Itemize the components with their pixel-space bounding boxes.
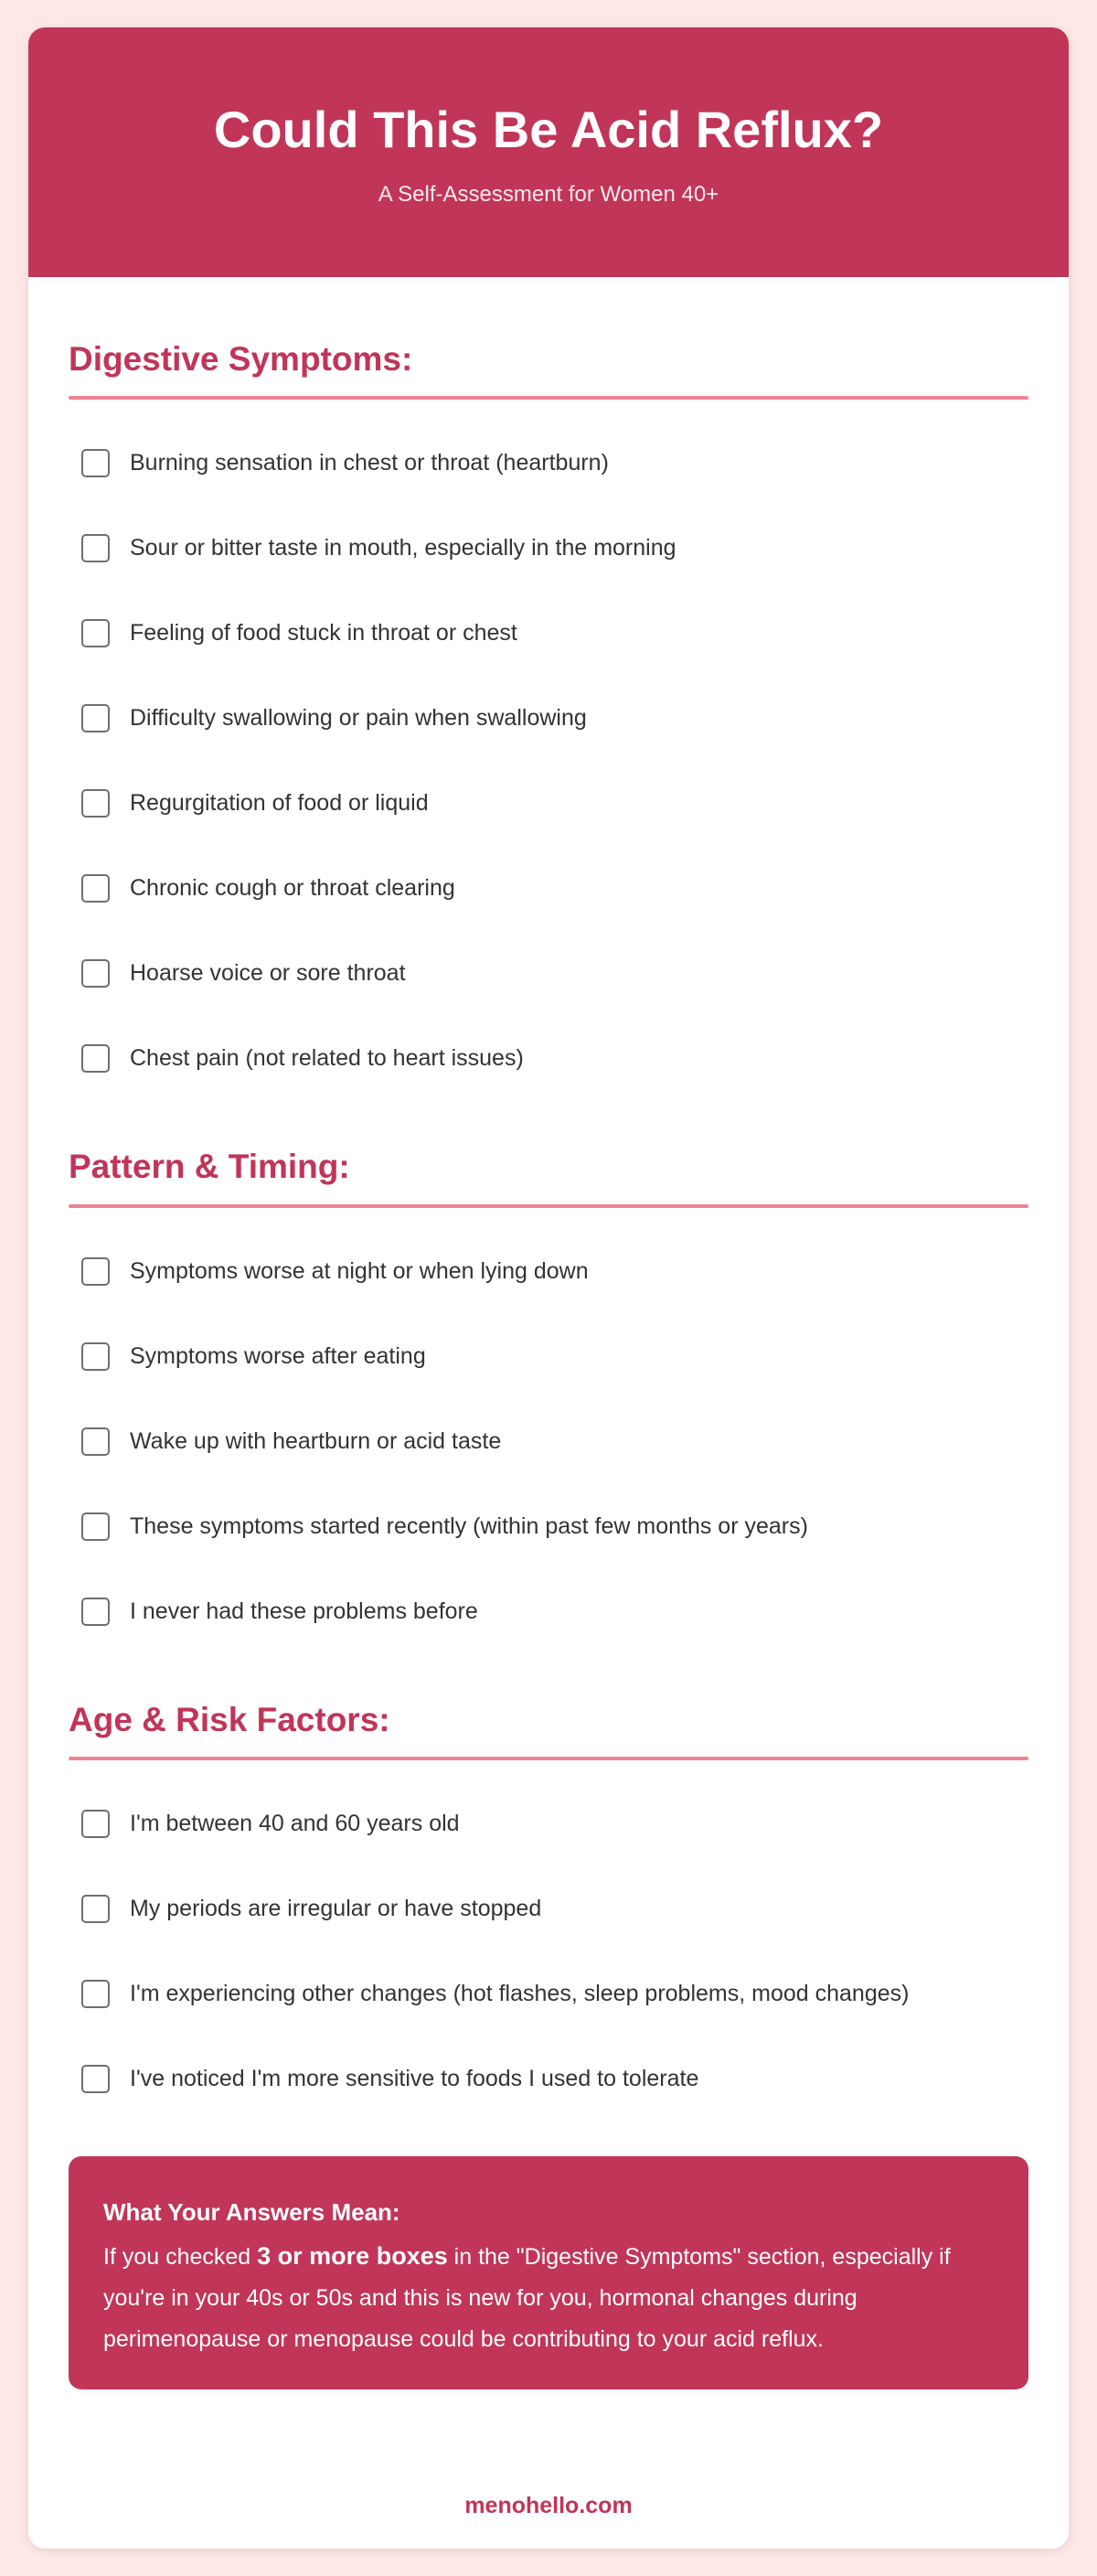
explanation-highlight: 3 or more boxes: [257, 2242, 448, 2271]
checkbox[interactable]: [81, 534, 110, 562]
checkbox[interactable]: [81, 789, 110, 818]
checklist-item-label: My periods are irregular or have stopped: [130, 1896, 542, 1922]
checklist-item[interactable]: [69, 1314, 1028, 1399]
checklist-item[interactable]: [69, 1399, 1028, 1484]
checklist-item[interactable]: [69, 1569, 1028, 1654]
checklist-item-label: Regurgitation of food or liquid: [130, 790, 429, 817]
checklist-item[interactable]: [69, 1781, 1028, 1866]
section-title: Digestive Symptoms:: [69, 340, 413, 378]
checkbox[interactable]: [81, 449, 110, 477]
checkbox[interactable]: [81, 1895, 110, 1923]
explanation-text-end: in the "Digestive Symptoms" section, especially if you're in your 40s or 50s and this is new for you, hormonal changes during perimenopause or menopause could be contributing to your acid reflux.: [103, 2244, 951, 2353]
checkbox[interactable]: [81, 1512, 110, 1541]
checkbox[interactable]: [81, 1427, 110, 1456]
checkbox[interactable]: [81, 1980, 110, 2008]
checklist-item-label: Symptoms worse after eating: [130, 1342, 426, 1369]
checklist-item[interactable]: [69, 676, 1028, 761]
header: [28, 27, 1069, 277]
checklist-item-label: Chest pain (not related to heart issues): [130, 1045, 524, 1072]
results-explanation-box: [69, 2156, 1028, 2389]
checklist-item-label: Burning sensation in chest or throat (heartburn): [130, 450, 609, 476]
checklist-item-label: These symptoms started recently (within past few months or years): [130, 1512, 808, 1539]
checklist-item-label: I'm experiencing other changes (hot flashes, sleep problems, mood changes): [130, 1981, 910, 2007]
section-title: Pattern & Timing:: [69, 1148, 350, 1186]
page-title: Could This Be Acid Reflux?: [213, 101, 884, 158]
section-digestive-symptoms: [69, 277, 1028, 1101]
checklist-item-label: I never had these problems before: [130, 1598, 478, 1624]
results-explanation-title: What Your Answers Mean:: [103, 2198, 400, 2227]
checkbox[interactable]: [81, 619, 110, 647]
checklist-item[interactable]: [69, 1951, 1028, 2036]
checklist-item-label: Wake up with heartburn or acid taste: [130, 1427, 502, 1454]
checklist: [69, 1229, 1028, 1654]
page-subtitle: A Self-Assessment for Women 40+: [378, 182, 719, 208]
checklist-item-label: I've noticed I'm more sensitive to foods I used to tolerate: [130, 2066, 699, 2092]
checkbox[interactable]: [81, 2065, 110, 2093]
checkbox[interactable]: [81, 874, 110, 903]
section-divider: [69, 1204, 1028, 1208]
checklist: [69, 421, 1028, 1101]
checklist-item[interactable]: [69, 2036, 1028, 2122]
checklist-item[interactable]: [69, 1016, 1028, 1101]
checkbox[interactable]: [81, 1810, 110, 1838]
checklist-item-label: Chronic cough or throat clearing: [130, 875, 455, 902]
section-divider: [69, 396, 1028, 400]
checkbox[interactable]: [81, 959, 110, 988]
checklist-item[interactable]: [69, 591, 1028, 676]
main-content: [28, 277, 1069, 2389]
checklist-item-label: Symptoms worse at night or when lying down: [130, 1257, 589, 1284]
checklist-item-label: Feeling of food stuck in throat or chest: [130, 620, 517, 647]
checkbox[interactable]: [81, 1257, 110, 1286]
checklist-item[interactable]: [69, 506, 1028, 591]
section-divider: [69, 1757, 1028, 1760]
checkbox[interactable]: [81, 1044, 110, 1073]
section-age-risk-factors: [69, 1654, 1028, 2122]
checklist-item-label: Difficulty swallowing or pain when swallowing: [130, 705, 587, 732]
footer-site-link[interactable]: menohello.com: [464, 2493, 633, 2518]
section-title: Age & Risk Factors:: [69, 1700, 390, 1738]
results-explanation-text: [103, 2236, 994, 2360]
checkbox[interactable]: [81, 1342, 110, 1371]
checklist-item[interactable]: [69, 421, 1028, 506]
checklist-item[interactable]: [69, 846, 1028, 931]
checklist-item[interactable]: [69, 1866, 1028, 1951]
checklist-item[interactable]: [69, 931, 1028, 1016]
checklist-item-label: Hoarse voice or sore throat: [130, 960, 406, 987]
checklist-item[interactable]: [69, 1229, 1028, 1314]
checklist-item-label: Sour or bitter taste in mouth, especially in the morning: [130, 535, 676, 561]
checklist-item[interactable]: [69, 761, 1028, 846]
checklist-item-label: I'm between 40 and 60 years old: [130, 1811, 460, 1837]
assessment-card: [28, 27, 1069, 2549]
checklist-item[interactable]: [69, 1484, 1028, 1569]
checkbox[interactable]: [81, 1598, 110, 1626]
explanation-text-start: If you checked: [103, 2244, 258, 2271]
checklist: [69, 1781, 1028, 2122]
section-pattern-timing: [69, 1101, 1028, 1653]
checkbox[interactable]: [81, 704, 110, 732]
